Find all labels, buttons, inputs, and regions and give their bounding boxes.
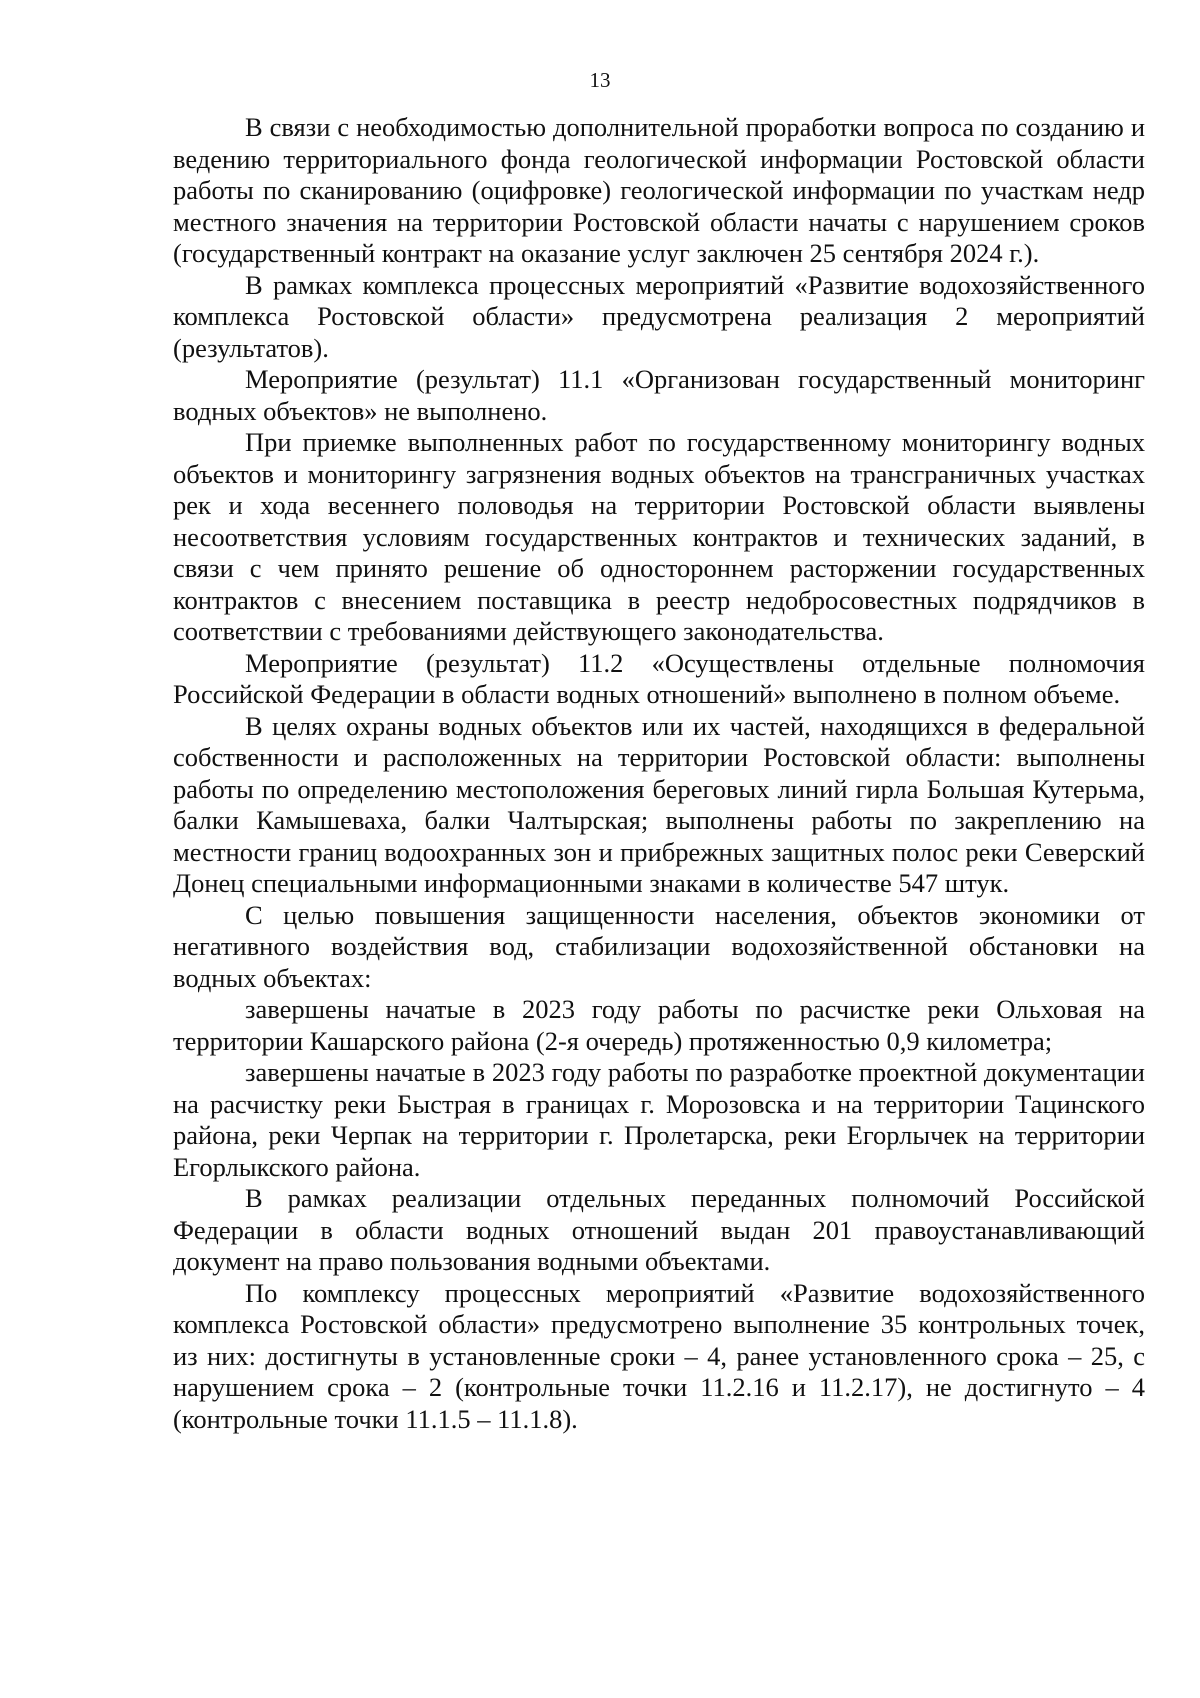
- paragraph-water-use-documents: В рамках реализации отдельных переданных полномочий Российской Федерации в области водных отношений выдан 201 правоустанавливающий документ на право пользования водными объектами.: [173, 1183, 1145, 1276]
- paragraph-olkhovaya-river: завершены начатые в 2023 году работы по расчистке реки Ольховая на территории Кашарского района (2-я очередь) протяженностью 0,9 километра;: [173, 994, 1145, 1056]
- paragraph-measure-11-1: Мероприятие (результат) 11.1 «Организован государственный мониторинг водных объектов» не выполнено.: [173, 364, 1145, 426]
- paragraph-water-complex-intro: В рамках комплекса процессных мероприятий «Развитие водохозяйственного комплекса Ростовской области» предусмотрена реализация 2 мероприятий (результатов).: [173, 269, 1145, 363]
- paragraph-project-documentation: завершены начатые в 2023 году работы по разработке проектной документации на расчистку реки Быстрая в границах г. Морозовска и на территории Тацинского района, реки Черпак на территории г. Пролетарска, реки Егорлычек на территории Егорлыкского района.: [173, 1057, 1145, 1182]
- paragraph-monitoring-contracts: При приемке выполненных работ по государственному мониторингу водных объектов и мониторингу загрязнения водных объектов на трансграничных участках рек и хода весеннего половодья на территории Ростовской области выявлены несоответствия условиям государственных контрактов и технических заданий, в связи с чем принято решение об одностороннем расторжении государственных контрактов с внесением поставщика в реестр недобросовестных подрядчиков в соответствии с требованиями действующего законодательства.: [173, 427, 1145, 646]
- paragraph-geological-info: В связи с необходимостью дополнительной проработки вопроса по созданию и ведению территориального фонда геологической информации Ростовской области работы по сканированию (оцифровке) геологической информации по участкам недр местного значения на территории Ростовской области начаты с нарушением сроков (государственный контракт на оказание услуг заключен 25 сентября 2024 г.).: [173, 112, 1145, 268]
- paragraph-flood-protection: С целью повышения защищенности населения, объектов экономики от негативного воздействия вод, стабилизации водохозяйственной обстановки на водных объектах:: [173, 899, 1145, 993]
- paragraph-measure-11-2: Мероприятие (результат) 11.2 «Осуществлены отдельные полномочия Российской Федерации в области водных отношений» выполнено в полном объеме.: [173, 647, 1145, 709]
- document-body: [173, 112, 1145, 1435]
- page-number: 13: [589, 68, 611, 92]
- paragraph-control-points: По комплексу процессных мероприятий «Развитие водохозяйственного комплекса Ростовской области» предусмотрено выполнение 35 контрольных точек, из них: достигнуты в установленные сроки – 4, ранее установленного срока – 25, с нарушением срока – 2 (контрольные точки 11.2.16 и 11.2.17), не достигнуто – 4 (контрольные точки 11.1.5 – 11.1.8).: [173, 1277, 1145, 1434]
- paragraph-water-protection: В целях охраны водных объектов или их частей, находящихся в федеральной собственности и расположенных на территории Ростовской области: выполнены работы по определению местоположения береговых линий гирла Большая Кутерьма, балки Камышеваха, балки Чалтырская; выполнены работы по закреплению на местности границ водоохранных зон и прибрежных защитных полос реки Северский Донец специальными информационными знаками в количестве 547 штук.: [173, 710, 1145, 898]
